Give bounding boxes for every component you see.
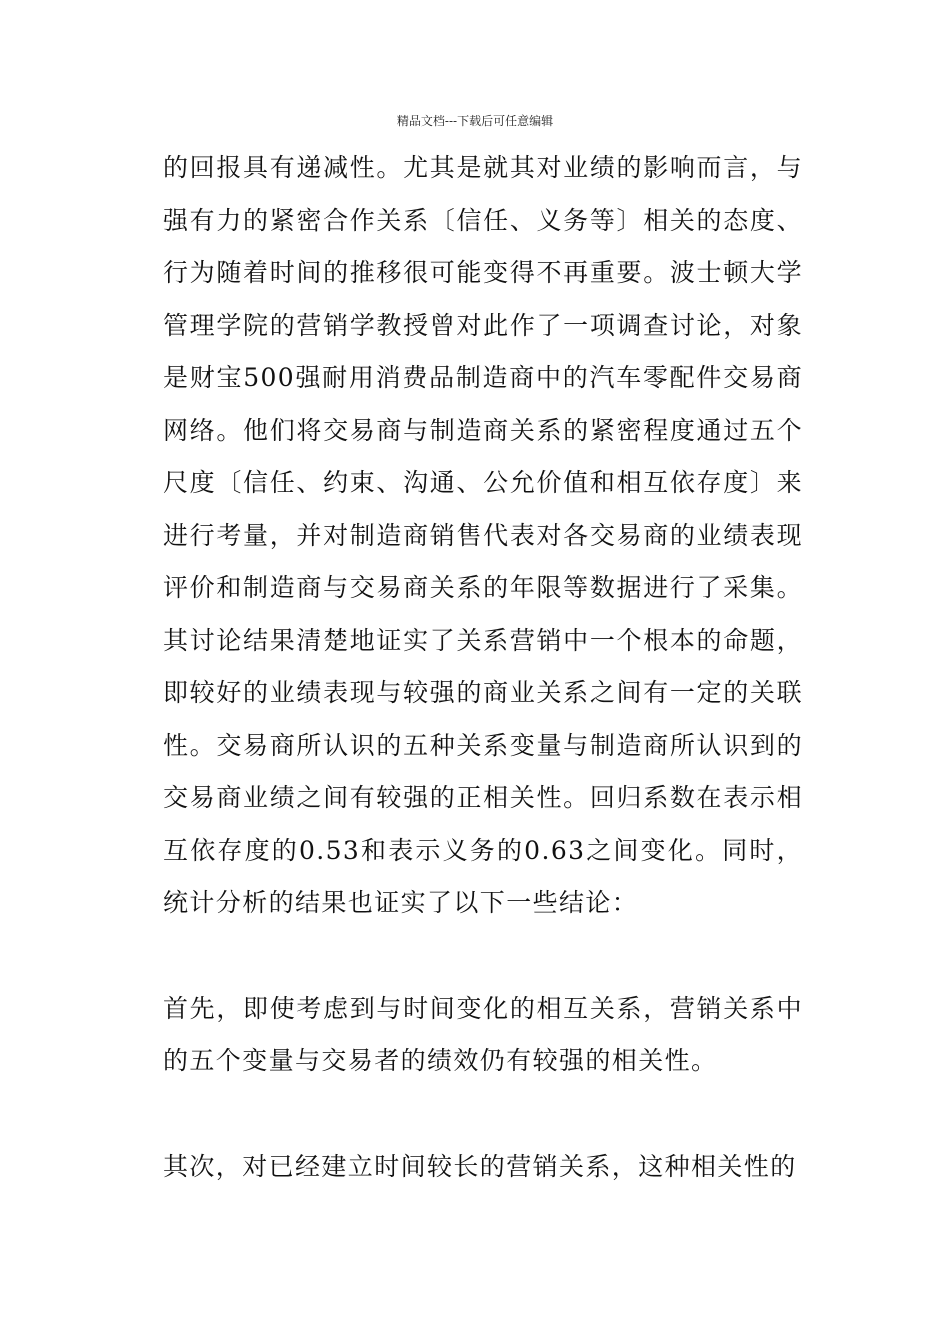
paragraph-1: 的回报具有递减性。尤其是就其对业绩的影响而言，与强有力的紧密合作关系〔信任、义务等〕相关的态度、行为随着时间的推移很可能变得不再重要。波士顿大学管理学院的营销学教授曾对此作了一项调查讨论，对象是财宝500强耐用消费品制造商中的汽车零配件交易商网络。他们将交易商与制造商关系的紧密程度通过五个尺度〔信任、约束、沟通、公允价值和相互依存度〕来进行考量，并对制造商销售代表对各交易商的业绩表现评价和制造商与交易商关系的年限等数据进行了采集。其讨论结果清楚地证实了关系营销中一个根本的命题，即较好的业绩表现与较强的商业关系之间有一定的关联性。交易商所认识的五种关系变量与制造商所认识到的交易商业绩之间有较强的正相关性。回归系数在表示相互依存度的0.53和表示义务的0.63之间变化。同时，统计分析的结果也证实了以下一些结论： (163, 153, 803, 917)
paragraph-2: 首先，即使考虑到与时间变化的相互关系，营销关系中的五个变量与交易者的绩效仍有较强的相关性。 (163, 993, 803, 1075)
paragraph-3: 其次，对已经建立时间较长的营销关系，这种相关性的 (163, 1151, 797, 1181)
body-text (163, 142, 803, 1193)
page-header: 精品文档---下载后可任意编辑 (396, 114, 554, 128)
